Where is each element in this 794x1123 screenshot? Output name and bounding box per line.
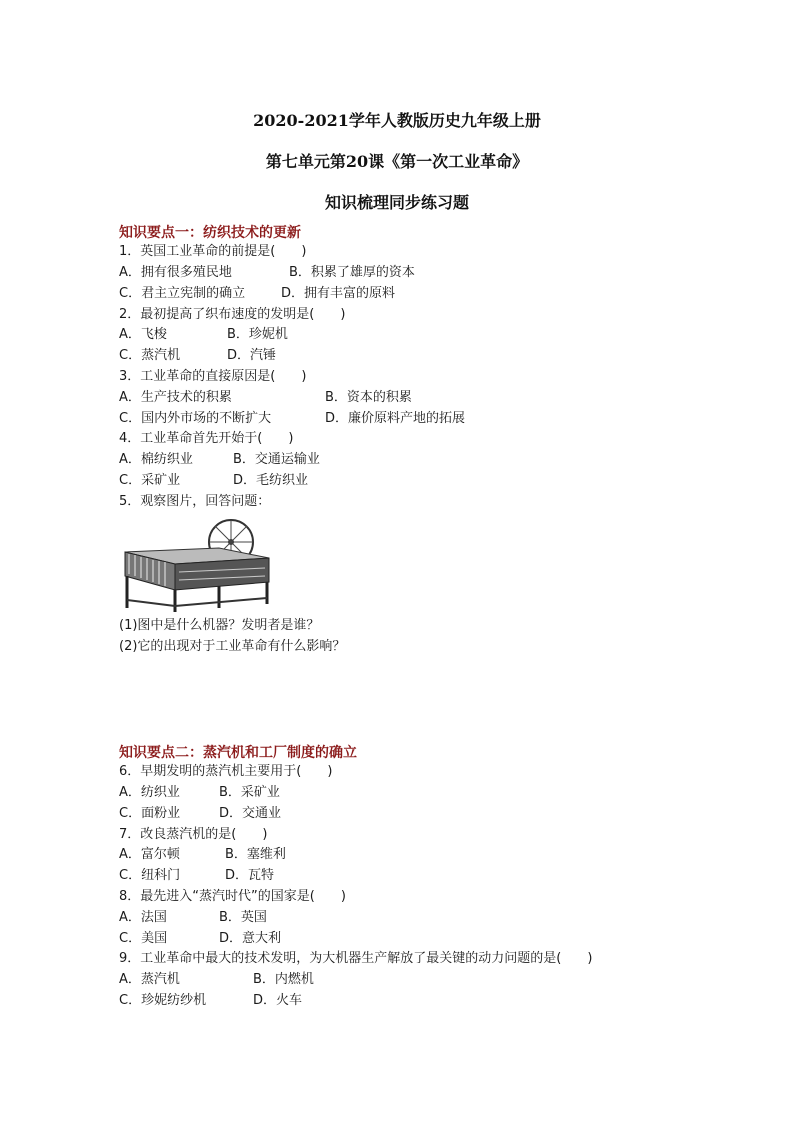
question-1-option-b: B．积累了雄厚的资本 — [289, 265, 415, 280]
question-4-option-b: B．交通运输业 — [233, 452, 320, 467]
question-3-option-a: A．生产技术的积累 — [119, 390, 232, 405]
question-5-stem: 5．观察图片，回答问题： — [119, 494, 271, 509]
question-3-stem: 3．工业革命的直接原因是( ) — [119, 369, 307, 384]
spinning-jenny-illustration — [119, 518, 281, 614]
question-2-option-c: C．蒸汽机 — [119, 348, 181, 363]
question-6-option-c: C．面粉业 — [119, 806, 181, 821]
question-3-option-b: B．资本的积累 — [325, 390, 412, 405]
lesson-title: 第七单元第20课《第一次工业革命》 — [265, 152, 529, 171]
question-4-option-d: D．毛纺织业 — [233, 473, 309, 488]
question-2-option-a: A．飞梭 — [119, 327, 167, 342]
question-8-stem: 8．最先进入“蒸汽时代”的国家是( ) — [119, 889, 346, 904]
question-8-option-c: C．美国 — [119, 931, 168, 946]
question-2-option-b: B．珍妮机 — [227, 327, 288, 342]
question-5-sub-1: (1)图中是什么机器？发明者是谁？ — [119, 618, 320, 633]
question-1-option-a: A．拥有很多殖民地 — [119, 265, 232, 280]
question-6-option-b: B．采矿业 — [219, 785, 280, 800]
question-7-stem: 7．改良蒸汽机的是( ) — [119, 827, 268, 842]
question-4-stem: 4．工业革命首先开始于( ) — [119, 431, 294, 446]
question-1-option-c: C．君主立宪制的确立 — [119, 286, 246, 301]
question-7-option-a: A．富尔顿 — [119, 847, 180, 862]
question-7-option-c: C．纽科门 — [119, 868, 181, 883]
question-9-option-a: A．蒸汽机 — [119, 972, 180, 987]
question-4-option-c: C．采矿业 — [119, 473, 181, 488]
question-6-option-a: A．纺织业 — [119, 785, 180, 800]
question-8-option-b: B．英国 — [219, 910, 267, 925]
question-8-option-a: A．法国 — [119, 910, 167, 925]
question-2-option-d: D．汽锤 — [227, 348, 277, 363]
question-1-stem: 1．英国工业革命的前提是( ) — [119, 244, 307, 259]
question-4-option-a: A．棉纺织业 — [119, 452, 193, 467]
worksheet-title: 2020-2021学年人教版历史九年级上册 — [253, 111, 541, 130]
section-heading-1: 知识要点一：纺织技术的更新 — [119, 225, 301, 241]
question-3-option-d: D．廉价原料产地的拓展 — [325, 411, 466, 426]
question-3-option-c: C．国内外市场的不断扩大 — [119, 411, 272, 426]
worksheet-subtitle: 知识梳理同步练习题 — [324, 193, 469, 212]
question-9-option-c: C．珍妮纺纱机 — [119, 993, 207, 1008]
question-6-option-d: D．交通业 — [219, 806, 282, 821]
question-7-option-b: B．塞维利 — [225, 847, 286, 862]
question-6-stem: 6．早期发明的蒸汽机主要用于( ) — [119, 764, 333, 779]
question-9-option-b: B．内燃机 — [253, 972, 314, 987]
question-1-option-d: D．拥有丰富的原料 — [281, 286, 396, 301]
section-heading-2: 知识要点二：蒸汽机和工厂制度的确立 — [119, 745, 357, 761]
question-9-stem: 9．工业革命中最大的技术发明，为大机器生产解放了最关键的动力问题的是( ) — [119, 951, 593, 966]
question-9-option-d: D．火车 — [253, 993, 303, 1008]
question-8-option-d: D．意大利 — [219, 931, 282, 946]
question-2-stem: 2．最初提高了织布速度的发明是( ) — [119, 307, 346, 322]
question-5-sub-2: (2)它的出现对于工业革命有什么影响？ — [119, 639, 346, 654]
question-7-option-d: D．瓦特 — [225, 868, 275, 883]
